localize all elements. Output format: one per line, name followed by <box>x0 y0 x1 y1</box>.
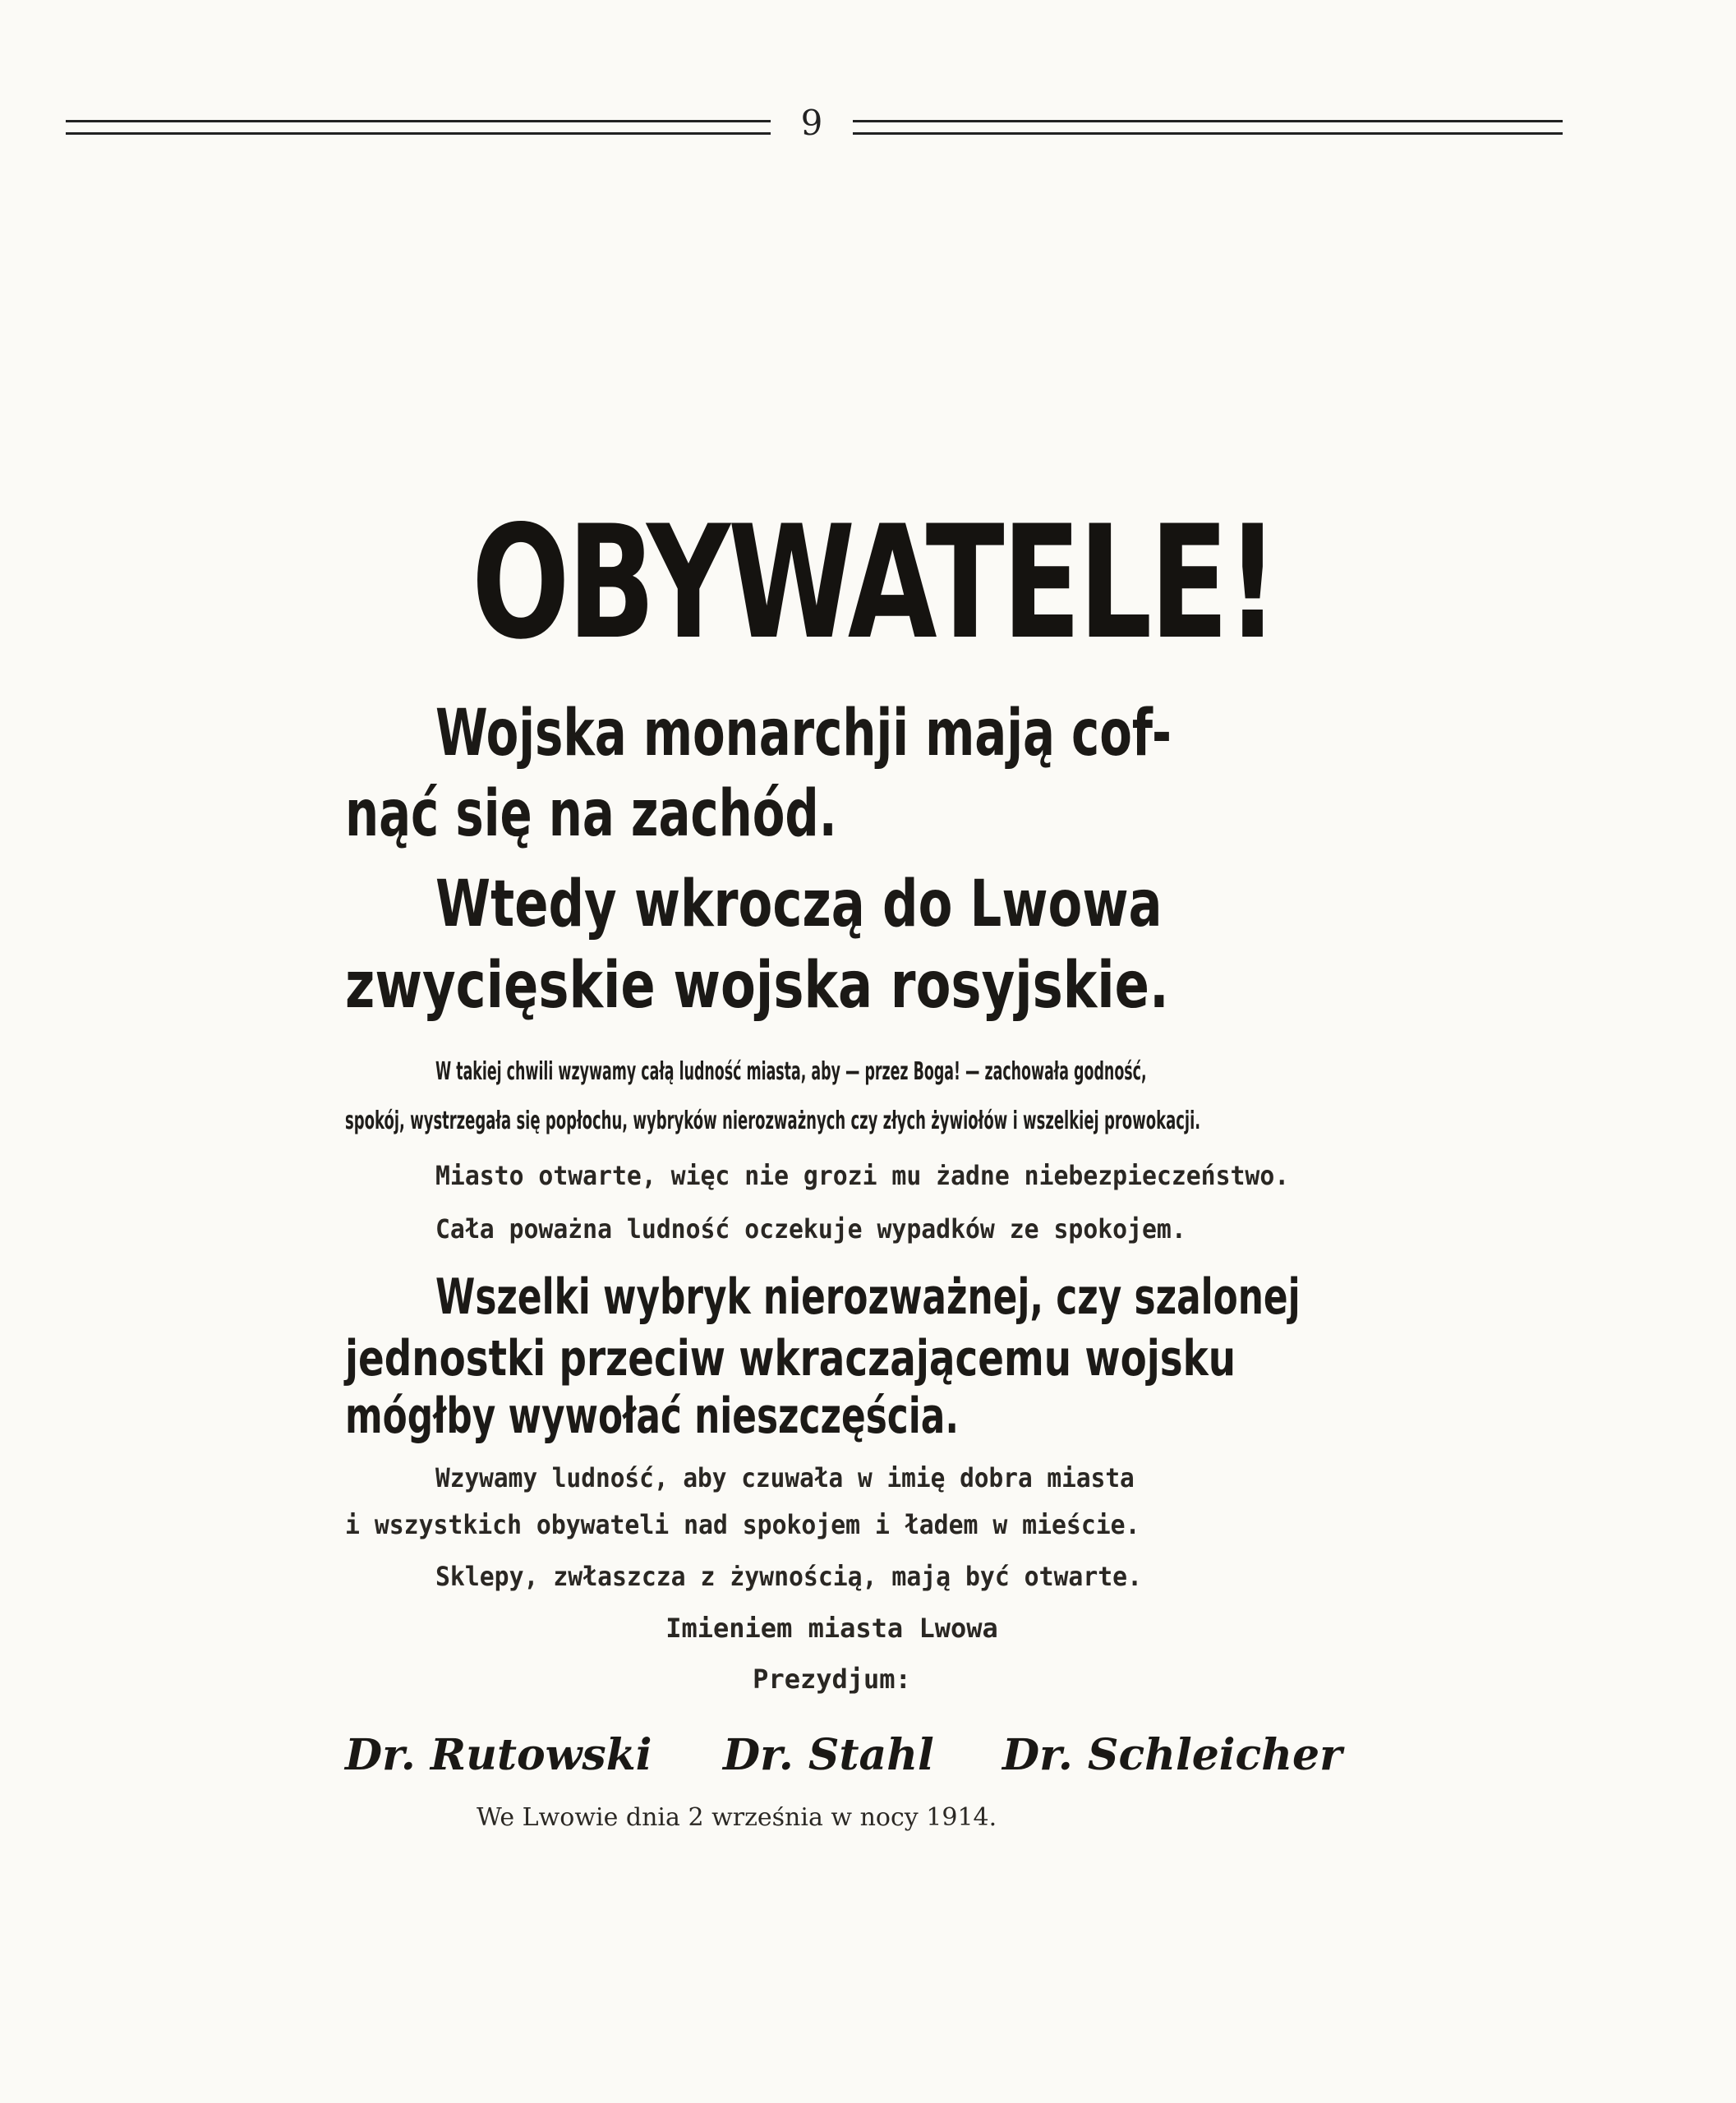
signature: Dr. Schleicher <box>1002 1730 1342 1780</box>
lead-line <box>345 779 1319 849</box>
lead-line-text: Wtedy wkroczą do Lwowa <box>435 867 1163 941</box>
open-city-line <box>345 1158 1319 1193</box>
lead-line <box>345 950 1319 1021</box>
warning-line-text: mógłby wywołać nieszczęścia. <box>345 1387 959 1445</box>
dateline: We Lwowie dnia 2 września w nocy 1914. <box>477 1803 997 1832</box>
vigilance-line-text: Wzywamy ludność, aby czuwała w imię dobra miasta <box>435 1462 1135 1493</box>
signatures <box>345 1729 1342 1787</box>
shops-line <box>345 1559 1319 1594</box>
warning-line-text: Wszelki wybryk nierozważnej, czy szalonej <box>435 1268 1301 1326</box>
header-rule-left <box>66 120 771 135</box>
appeal-line-text: W takiej chwili wzywamy całą ludność miasta, aby — przez Boga! — zachowała godność, <box>435 1057 1147 1086</box>
shops-text: Sklepy, zwłaszcza z żywnością, mają być otwarte. <box>435 1561 1143 1592</box>
presidium-text: Prezydjum: <box>753 1664 911 1695</box>
presidium-line <box>345 1662 1319 1696</box>
warning-line-text: jednostki przeciw wkraczającemu wojsku <box>345 1330 1236 1387</box>
header-rule-right <box>853 120 1563 135</box>
signature: Dr. Rutowski <box>345 1730 652 1780</box>
warning-line <box>345 1388 1319 1444</box>
appeal-line <box>345 1105 1319 1138</box>
lead-line-text: zwycięskie wojska rosyjskie. <box>345 949 1169 1023</box>
vigilance-line-text: i wszystkich obywateli nad spokojem i ładem w mieście. <box>345 1509 1140 1540</box>
lead-line-text: nąć się na zachód. <box>345 777 837 851</box>
signature: Dr. Stahl <box>723 1730 934 1780</box>
appeal-line <box>345 1056 1319 1088</box>
lead-line-text: Wojska monarchji mają cof- <box>435 697 1172 771</box>
page-number: 9 <box>800 103 823 143</box>
poster-headline: OBYWATELE! <box>472 492 1277 674</box>
warning-line <box>345 1269 1319 1325</box>
vigilance-line <box>345 1461 1319 1495</box>
open-city-text: Miasto otwarte, więc nie grozi mu żadne niebezpieczeństwo. <box>435 1160 1290 1191</box>
calm-text: Cała poważna ludność oczekuje wypadków ze spokojem. <box>435 1213 1186 1245</box>
calm-line <box>345 1212 1319 1246</box>
lead-line <box>345 698 1319 769</box>
vigilance-line <box>345 1507 1319 1542</box>
lead-line <box>345 869 1319 940</box>
on-behalf-line <box>345 1611 1319 1645</box>
on-behalf-text: Imieniem miasta Lwowa <box>665 1613 998 1644</box>
warning-line <box>345 1331 1319 1387</box>
appeal-line-text: spokój, wystrzegała się popłochu, wybryków nierozważnych czy złych żywiołów i wszelkiej prowokacji. <box>345 1107 1201 1135</box>
page-header <box>66 103 1563 143</box>
